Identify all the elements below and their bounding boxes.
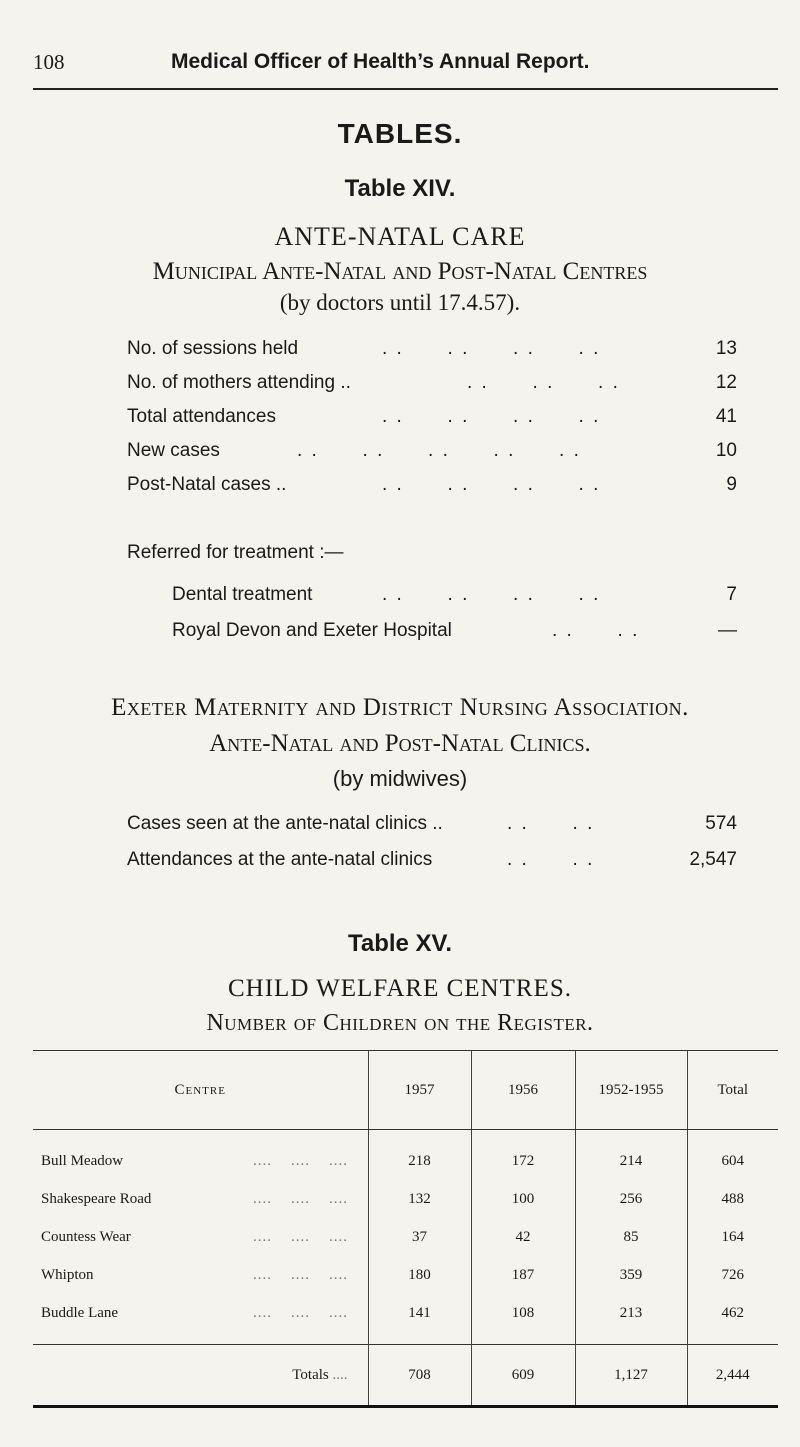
- cell-1956: 108: [471, 1294, 575, 1332]
- table-xiv-title: ANTE-NATAL CARE: [274, 222, 526, 251]
- cell-1956: 172: [471, 1142, 575, 1180]
- referred-heading: [127, 542, 737, 568]
- leader-dots: . . . .: [507, 849, 595, 870]
- referred-row-hospital: [172, 620, 737, 646]
- leader-dots: .... .... ....: [253, 1266, 348, 1283]
- leader-dots: . . . . . . . . . .: [297, 440, 581, 461]
- stat-label: New cases: [127, 440, 220, 461]
- clinic-value: 2,547: [689, 849, 737, 870]
- totals-label: Totals: [292, 1366, 329, 1383]
- table-xv-title: CHILD WELFARE CENTRES.: [228, 975, 572, 1002]
- stat-value: 12: [715, 372, 737, 393]
- stat-row-sessions: [127, 338, 737, 364]
- association-note: (by midwives): [332, 766, 468, 791]
- stat-row-attendances: [127, 406, 737, 432]
- table-row: [33, 1218, 778, 1256]
- child-welfare-table: [33, 1050, 778, 1408]
- cell-total: 726: [687, 1256, 778, 1294]
- referred-value: —: [718, 620, 737, 641]
- total-1957: 708: [368, 1345, 471, 1407]
- tables-heading: TABLES.: [337, 118, 463, 149]
- leader-dots: . . . .: [507, 813, 595, 834]
- total-1956: 609: [471, 1345, 575, 1407]
- clinic-row-cases: [127, 813, 737, 839]
- leader-dots: .... .... ....: [253, 1152, 348, 1169]
- leader-dots: . . . . . .: [467, 372, 620, 393]
- col-header-1952-1955: 1952-1955: [575, 1051, 687, 1130]
- stat-value: 13: [715, 338, 737, 359]
- total-1952-1955: 1,127: [575, 1345, 687, 1407]
- stat-label: No. of sessions held: [127, 338, 299, 359]
- leader-dots: . . . . . . . .: [382, 406, 601, 427]
- cell-1957: 132: [368, 1180, 471, 1218]
- cell-1956: 187: [471, 1256, 575, 1294]
- table-xv-subtitle: Number of Children on the Register.: [206, 1010, 594, 1036]
- stat-label: Total attendances: [127, 406, 276, 427]
- leader-dots: . . . . . . . .: [382, 474, 601, 495]
- cell-total: 488: [687, 1180, 778, 1218]
- stat-value: 41: [715, 406, 737, 427]
- stat-row-mothers: [127, 372, 737, 398]
- cell-1952-1955: 359: [575, 1256, 687, 1294]
- leader-dots: .... .... ....: [253, 1304, 348, 1321]
- totals-row: [33, 1345, 778, 1407]
- table-xiv-note: (by doctors until 17.4.57).: [279, 290, 521, 315]
- table-row: [33, 1294, 778, 1332]
- col-header-centre: Centre: [33, 1051, 368, 1130]
- cell-total: 604: [687, 1142, 778, 1180]
- table-xiv-label: Table XIV.: [344, 175, 456, 202]
- leader-dots: . . . . . . . .: [382, 338, 601, 359]
- stat-label: Post-Natal cases ..: [127, 474, 287, 495]
- centre-name: Shakespeare Road: [41, 1190, 152, 1207]
- stat-value: 9: [726, 474, 737, 495]
- cell-1952-1955: 256: [575, 1180, 687, 1218]
- referred-row-dental: [172, 584, 737, 610]
- cell-1957: 37: [368, 1218, 471, 1256]
- col-header-1956: 1956: [471, 1051, 575, 1130]
- cell-1952-1955: 85: [575, 1218, 687, 1256]
- cell-1957: 180: [368, 1256, 471, 1294]
- table-xiv-subtitle: Municipal Ante-Natal and Post-Natal Centres: [152, 258, 648, 285]
- cell-1952-1955: 213: [575, 1294, 687, 1332]
- table-header-row: [33, 1051, 778, 1130]
- leader-dots: . . . . . . . .: [382, 584, 601, 605]
- cell-1956: 42: [471, 1218, 575, 1256]
- association-subtitle: Ante-Natal and Post-Natal Clinics.: [209, 730, 591, 757]
- leader-dots: . . . .: [552, 620, 640, 641]
- stat-value: 10: [715, 440, 737, 461]
- leader-dots: .... .... ....: [253, 1190, 348, 1207]
- page-header: [33, 50, 778, 90]
- referred-label: Dental treatment: [172, 584, 313, 605]
- cell-total: 164: [687, 1218, 778, 1256]
- stat-row-new-cases: [127, 440, 737, 466]
- header-rule: [33, 88, 778, 90]
- referred-heading-text: Referred for treatment :—: [127, 542, 344, 563]
- page-number: 108: [33, 50, 65, 74]
- table-row: [33, 1142, 778, 1180]
- referred-value: 7: [726, 584, 737, 605]
- clinic-value: 574: [705, 813, 737, 834]
- stat-row-post-natal: [127, 474, 737, 500]
- cell-1956: 100: [471, 1180, 575, 1218]
- cell-total: 462: [687, 1294, 778, 1332]
- total-total: 2,444: [687, 1345, 778, 1407]
- table-xv-label: Table XV.: [347, 930, 453, 957]
- report-title: Medical Officer of Health’s Annual Report.: [171, 50, 590, 73]
- leader-dots: ....: [332, 1366, 348, 1383]
- referred-label: Royal Devon and Exeter Hospital: [172, 620, 452, 641]
- table-row: [33, 1180, 778, 1218]
- association-title: Exeter Maternity and District Nursing Association.: [111, 694, 689, 721]
- centre-name: Buddle Lane: [41, 1304, 119, 1321]
- centre-name: Countess Wear: [41, 1228, 131, 1245]
- cell-1957: 218: [368, 1142, 471, 1180]
- clinic-label: Attendances at the ante-natal clinics: [127, 849, 433, 870]
- cell-1957: 141: [368, 1294, 471, 1332]
- leader-dots: .... .... ....: [253, 1228, 348, 1245]
- table-row: [33, 1256, 778, 1294]
- cell-1952-1955: 214: [575, 1142, 687, 1180]
- centre-name: Bull Meadow: [41, 1152, 124, 1169]
- clinic-row-attendances: [127, 849, 737, 875]
- centre-name: Whipton: [41, 1266, 94, 1283]
- stat-label: No. of mothers attending ..: [127, 372, 351, 393]
- clinic-label: Cases seen at the ante-natal clinics ..: [127, 813, 443, 834]
- col-header-1957: 1957: [368, 1051, 471, 1130]
- col-header-total: Total: [687, 1051, 778, 1130]
